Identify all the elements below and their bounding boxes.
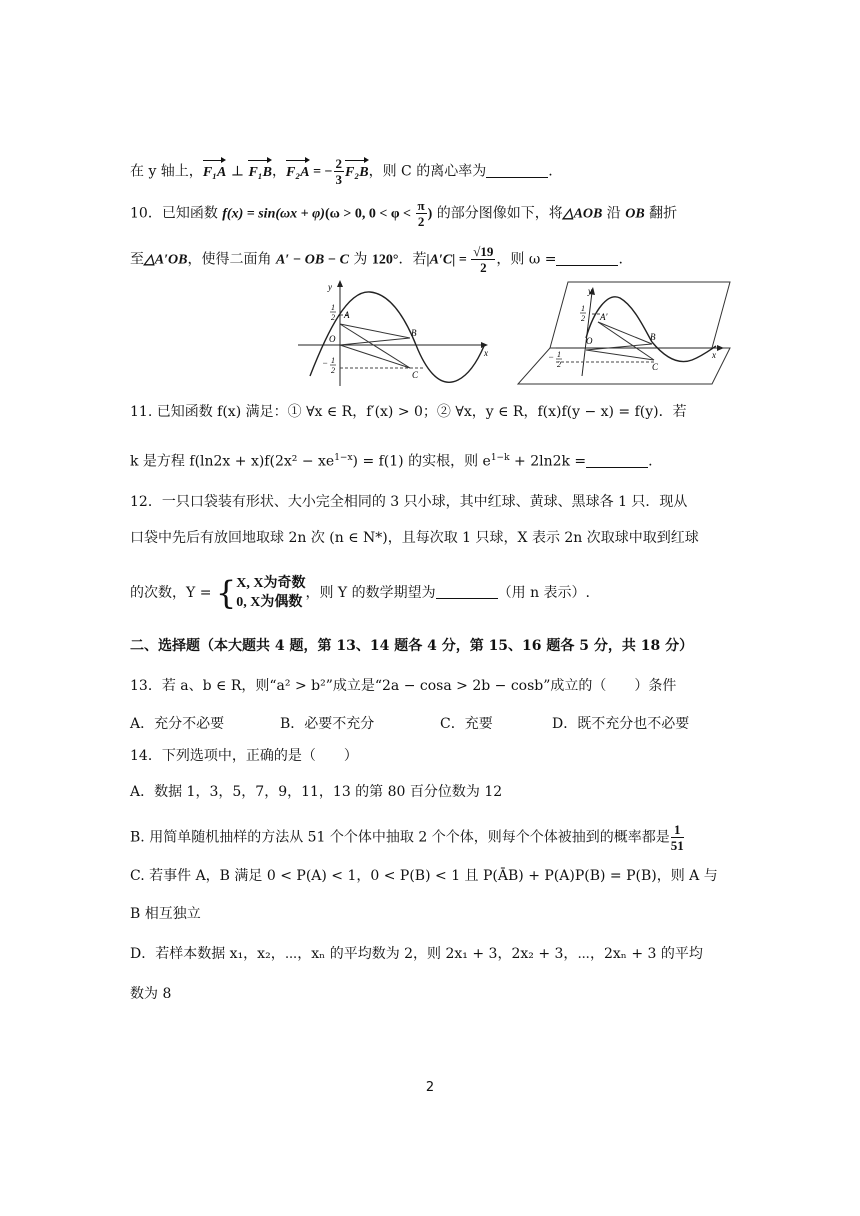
label-minus: − <box>322 358 329 368</box>
label-mhalf-num: 1 <box>331 356 335 365</box>
q9-line <box>130 156 553 187</box>
answer-blank-q9[interactable] <box>486 163 548 178</box>
q11-end: . <box>648 453 653 470</box>
fraction-two-thirds <box>334 156 345 187</box>
label-b: B <box>411 328 417 338</box>
q10-function: f(x) = sin(ωx + φ) <box>222 206 325 222</box>
q13-option-d[interactable]: D．既不充分也不必要 <box>552 716 690 732</box>
frac-den: 2 <box>417 214 425 229</box>
q10-line-1 <box>130 198 677 229</box>
label-o: O <box>329 334 336 344</box>
vector-f1a: F₁A <box>203 163 227 183</box>
q10-l2-text-c: 为 <box>348 251 372 268</box>
q11-l2-a: k 是方程 f(ln2x + x)f(2x² − xe <box>130 453 335 470</box>
q14-option-d-line-1[interactable]: D．若样本数据 x₁，x₂，⋯，xₙ 的平均数为 2，则 2x₁ + 3，2x₂ + 3，⋯，2xₙ + 3 的平均 <box>130 946 703 962</box>
label-x-3d: x <box>712 350 716 360</box>
q10-end: . <box>618 251 623 268</box>
frac-num: √19 <box>473 244 494 259</box>
q11-line-1 <box>130 402 687 422</box>
curve-upper <box>586 297 652 342</box>
q10-condition: (ω > 0, 0 < φ < <box>324 206 415 222</box>
q13-option-c[interactable]: C．充要 <box>440 716 493 732</box>
figure-sine-graph <box>298 280 490 390</box>
q10-l2-lead: 至 <box>130 251 144 268</box>
q11-sup-1: 1−x <box>334 453 353 463</box>
label-b-3d: B <box>650 332 656 342</box>
q14-stem: 14．下列选项中，正确的是（ ） <box>130 748 358 764</box>
q13-option-b[interactable]: B．必要不充分 <box>280 716 375 732</box>
sine-curve <box>310 292 484 382</box>
frac-num: 2 <box>335 156 343 171</box>
curve-lower <box>652 342 716 362</box>
frac-den: 2 <box>480 260 487 275</box>
fraction-sqrt19-over-2 <box>471 244 495 275</box>
y-axis-arrow-icon <box>337 280 343 287</box>
label-half-num-3d: 1 <box>581 304 585 313</box>
frac-num: π <box>417 198 425 213</box>
label-c: C <box>412 370 419 380</box>
q9-tail: ，则 C 的离心率为 <box>368 163 487 180</box>
seg-o-c-3d <box>586 350 654 360</box>
segment-ob-fig <box>340 338 410 345</box>
figure-folded-3d <box>516 280 732 388</box>
q13-stem: 13．若 a、b ∈ R，则“a² > b²”成立是“2a − cosa > 2b − cosb”成立的（ ）条件 <box>130 678 677 694</box>
q12-l3-c: （用 n 表示）. <box>497 585 590 601</box>
answer-blank-q10[interactable] <box>556 251 618 266</box>
q14-option-b[interactable] <box>130 822 685 853</box>
frac-den: 3 <box>335 172 343 187</box>
q14-option-d-line-2: 数为 8 <box>130 986 172 1002</box>
x-axis-arrow-3d-icon <box>717 345 724 351</box>
perp-symbol: ⊥ <box>226 163 249 180</box>
label-c-3d: C <box>652 362 659 372</box>
q11-l2-c: + 2ln2k = <box>509 453 587 470</box>
q11-stem: 11. 已知函数 f(x) 满足：① ∀x ∈ R，f′(x) > 0；② ∀x，y ∈ R，f(x)f(y − x) = f(y)．若 <box>130 404 687 420</box>
q12-line-3 <box>130 574 590 612</box>
section-2-heading: 二、选择题（本大题共 4 题，第 13、14 题各 4 分，第 15、16 题各 5 分，共 18 分） <box>130 638 694 654</box>
q11-line-2 <box>130 448 653 472</box>
page-number: 2 <box>425 1080 435 1095</box>
q10-l2-text: ，使得二面角 <box>187 251 276 268</box>
q14-option-c-line-1[interactable]: C. 若事件 A，B 满足 0 < P(A) < 1，0 < P(B) < 1 且 P(ĀB) + P(A)P(B) = P(B)，则 A 与 <box>130 868 718 884</box>
segment-oc <box>340 345 410 368</box>
q14-option-b-text: B. 用简单随机抽样的方法从 51 个个体中抽取 2 个个体，则每个个体被抽到的概率都是 <box>130 829 670 846</box>
q11-sup-2: 1−k <box>490 453 510 463</box>
q9-end: . <box>548 163 553 180</box>
label-half-den-3d: 2 <box>581 314 585 323</box>
label-minus-3d: − <box>548 352 555 362</box>
equals-minus: = − <box>309 164 333 180</box>
frac-den: 51 <box>670 838 684 853</box>
q10-lead: 10．已知函数 <box>130 205 223 222</box>
q13-choices <box>130 714 689 734</box>
q11-l2-b: ) = f(1) 的实根，则 e <box>352 453 491 470</box>
segment-ob: OB <box>625 206 645 222</box>
q13-option-a[interactable]: A．充分不必要 <box>130 716 225 732</box>
label-a: A <box>344 310 350 320</box>
case-odd: X, X为奇数 <box>236 576 306 591</box>
q9-lead: 在 y 轴上， <box>130 163 203 180</box>
label-y: y <box>328 282 332 292</box>
label-half-den: 2 <box>331 313 335 322</box>
vector-f2a: F₂A <box>286 163 310 183</box>
abs-a-prime-c: |A′C| = <box>426 252 471 268</box>
dihedral-angle: A′ − OB − C <box>275 252 349 268</box>
vector-f2b: F₂B <box>345 163 369 183</box>
q10-text-b: 的部分图像如下，将 <box>432 205 563 222</box>
answer-blank-q11[interactable] <box>586 453 648 468</box>
q14-option-c-line-2: B 相互独立 <box>130 906 201 922</box>
label-half-num: 1 <box>331 303 335 312</box>
triangle-aob: △AOB <box>562 206 603 222</box>
q10-line-2 <box>130 244 623 275</box>
q14-option-a[interactable]: A．数据 1，3，5，7，9，11，13 的第 80 百分位数为 12 <box>130 784 503 800</box>
angle-120: 120° <box>371 252 399 268</box>
fraction-pi-over-2 <box>416 198 427 229</box>
q10-l2-text-e: ，则 ω = <box>496 251 557 268</box>
q12-l3-b: ，则 Y 的数学期望为 <box>305 585 436 601</box>
q12-l3-a: 的次数，Y = <box>130 585 216 601</box>
vertical-plane <box>550 282 730 348</box>
frac-num: 1 <box>671 822 684 838</box>
label-x: x <box>484 348 488 358</box>
label-mhalf-den: 2 <box>331 366 335 375</box>
q10-text-d: 翻折 <box>644 205 678 222</box>
fraction-1-over-51 <box>671 822 684 853</box>
answer-blank-q12[interactable] <box>436 584 498 599</box>
piecewise-cases <box>236 574 305 612</box>
case-even: 0, X为偶数 <box>236 595 303 610</box>
separator: ， <box>272 163 287 180</box>
label-a-prime: A′ <box>600 312 608 322</box>
q12-line-2: 口袋中先后有放回地取球 2n 次 (n ∈ N*)，且每次取 1 只球，X 表示 2n 次取球中取到红球 <box>130 530 699 546</box>
seg-o-b-3d <box>586 344 652 350</box>
paren-close: ) <box>427 206 433 222</box>
left-brace-icon: { <box>215 574 237 612</box>
vector-f1b: F₁B <box>248 163 272 183</box>
q10-text-c: 沿 <box>602 205 626 222</box>
q12-line-1: 12．一只口袋装有形状、大小完全相同的 3 只小球，其中红球、黄球、黑球各 1 只．现从 <box>130 494 688 510</box>
label-o-3d: O <box>586 336 593 346</box>
triangle-a-prime-ob: △A′OB <box>144 252 188 268</box>
label-mhalf-den-3d: 2 <box>557 360 561 369</box>
label-mhalf-num-3d: 1 <box>557 350 561 359</box>
q10-l2-text-d: ．若 <box>398 251 427 268</box>
label-y-3d: y <box>588 286 592 296</box>
